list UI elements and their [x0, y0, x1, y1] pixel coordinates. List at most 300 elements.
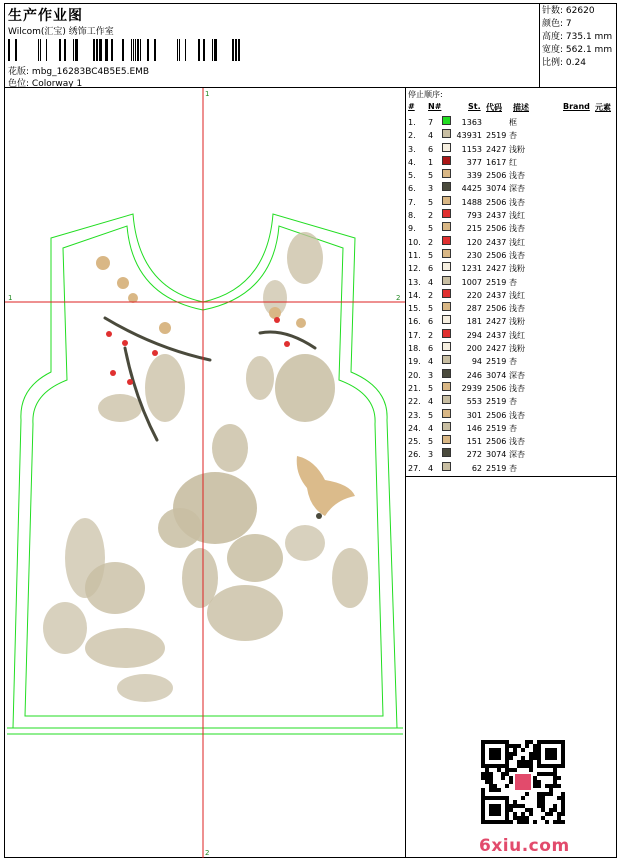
- row-index: 9.: [408, 224, 416, 234]
- row-index: 26.: [408, 450, 421, 460]
- barcode-bar: [105, 39, 108, 61]
- qr-module: [533, 752, 537, 756]
- row-index: 11.: [408, 250, 421, 260]
- row-description: 浅杏: [509, 171, 525, 181]
- qr-module: [561, 812, 565, 816]
- legend-row: [406, 236, 616, 249]
- qr-module: [513, 816, 517, 820]
- row-code: 3074: [486, 184, 507, 194]
- qr-module: [553, 808, 557, 812]
- row-needle: 4: [428, 463, 434, 473]
- row-code: 2506: [486, 171, 507, 181]
- row-code: 2506: [486, 437, 507, 447]
- barcode-bar: [185, 39, 186, 61]
- barcode-bar: [135, 39, 136, 61]
- color-swatch: [442, 448, 451, 457]
- qr-module: [557, 796, 561, 800]
- row-needle: 6: [428, 264, 434, 274]
- row-stitches: 294: [466, 330, 482, 340]
- qr-module: [481, 792, 485, 796]
- qr-module: [521, 820, 525, 824]
- barcode-bar: [15, 39, 17, 61]
- row-stitches: 151: [466, 437, 482, 447]
- row-needle: 1: [428, 157, 434, 167]
- barcode-bar: [73, 39, 74, 61]
- color-swatch: [442, 169, 451, 178]
- qr-module: [509, 756, 513, 760]
- qr-module: [533, 780, 537, 784]
- color-swatch: [442, 395, 451, 404]
- row-code: 1617: [486, 157, 507, 167]
- color-swatch: [442, 355, 451, 364]
- qr-module: [545, 784, 549, 788]
- qr-module: [545, 812, 549, 816]
- row-stitches: 62: [471, 463, 482, 473]
- bird-motif: [297, 456, 355, 519]
- barcode-bar: [137, 39, 139, 61]
- qr-module: [533, 744, 537, 748]
- qr-module: [533, 776, 537, 780]
- qr-module: [489, 804, 501, 816]
- qr-module: [489, 776, 493, 780]
- qr-module: [553, 804, 557, 808]
- qr-module: [481, 788, 485, 792]
- qr-module: [501, 772, 505, 776]
- qr-code[interactable]: [481, 740, 565, 824]
- legend-row: [406, 395, 616, 408]
- row-index: 27.: [408, 463, 421, 473]
- row-stitches: 220: [466, 290, 482, 300]
- barcode-bar: [235, 39, 237, 61]
- qr-module: [553, 784, 557, 788]
- legend-row: [406, 462, 616, 475]
- row-stitches: 4425: [461, 184, 482, 194]
- qr-module: [533, 784, 537, 788]
- stat-value: 7: [565, 19, 572, 29]
- qr-module: [553, 768, 557, 772]
- qr-module: [525, 764, 529, 768]
- qr-module: [509, 768, 513, 772]
- qr-module: [509, 780, 513, 784]
- stat-label: 针数:: [542, 6, 564, 16]
- row-description: 杏: [509, 131, 517, 141]
- row-index: 25.: [408, 437, 421, 447]
- legend-row: [406, 448, 616, 461]
- color-swatch: [442, 249, 451, 258]
- stat-label: 宽度:: [542, 45, 564, 55]
- qr-module: [553, 780, 557, 784]
- qr-module: [549, 772, 553, 776]
- legend-header: [406, 102, 616, 114]
- row-index: 24.: [408, 423, 421, 433]
- qr-module: [561, 808, 565, 812]
- qr-module: [561, 804, 565, 808]
- row-code: 2427: [486, 317, 507, 327]
- qr-module: [545, 820, 549, 824]
- legend-divider: [406, 476, 616, 477]
- qr-module: [525, 744, 529, 748]
- qr-module: [513, 748, 517, 752]
- col-description: 描述: [513, 103, 529, 112]
- row-needle: 4: [428, 131, 434, 141]
- row-description: 浅红: [509, 290, 525, 300]
- barcode-bar: [46, 39, 47, 61]
- qr-module: [521, 796, 525, 800]
- color-swatch: [442, 422, 451, 431]
- qr-module: [481, 776, 485, 780]
- legend-row: [406, 315, 616, 328]
- qr-module: [545, 748, 557, 760]
- qr-module: [517, 804, 521, 808]
- qr-module: [521, 804, 525, 808]
- qr-module: [537, 792, 541, 796]
- row-needle: 4: [428, 357, 434, 367]
- qr-module: [529, 808, 533, 812]
- stat-value: 62620: [565, 6, 595, 16]
- color-swatch: [442, 342, 451, 351]
- row-code: 2506: [486, 304, 507, 314]
- row-index: 13.: [408, 277, 421, 287]
- barcode-bar: [59, 39, 61, 61]
- qr-module: [509, 820, 513, 824]
- row-description: 浅粉: [509, 344, 525, 354]
- qr-module: [517, 816, 521, 820]
- color-swatch: [442, 222, 451, 231]
- barcode-bar: [198, 39, 200, 61]
- row-needle: 6: [428, 317, 434, 327]
- row-needle: 2: [428, 330, 434, 340]
- row-index: 14.: [408, 290, 421, 300]
- qr-module: [485, 780, 489, 784]
- legend-row: [406, 116, 616, 129]
- row-stitches: 215: [466, 224, 482, 234]
- colorway-label: 色位:: [8, 79, 30, 89]
- qr-module: [521, 748, 525, 752]
- production-sheet: [4, 3, 617, 858]
- qr-module: [545, 772, 549, 776]
- row-code: 2427: [486, 344, 507, 354]
- qr-module: [509, 744, 513, 748]
- qr-module: [525, 820, 529, 824]
- legend-row: [406, 369, 616, 382]
- qr-module: [557, 776, 561, 780]
- row-index: 16.: [408, 317, 421, 327]
- row-stitches: 1007: [461, 277, 482, 287]
- row-code: 2506: [486, 410, 507, 420]
- row-description: 红: [509, 157, 517, 167]
- page-title: 生产作业图: [8, 8, 83, 24]
- barcode-bar: [93, 39, 95, 61]
- legend-row: [406, 329, 616, 342]
- row-description: 浅杏: [509, 383, 525, 393]
- stat-value: 735.1 mm: [565, 32, 613, 42]
- row-code: 2506: [486, 224, 507, 234]
- row-index: 23.: [408, 410, 421, 420]
- qr-module: [493, 788, 497, 792]
- row-code: 2519: [486, 277, 507, 287]
- row-description: 浅杏: [509, 250, 525, 260]
- guide-marker-bottom: 2: [205, 849, 210, 857]
- row-needle: 5: [428, 250, 434, 260]
- row-code: 2437: [486, 330, 507, 340]
- col-needle: N#: [428, 102, 442, 111]
- stat-width: [542, 44, 614, 57]
- stat-value: 0.24: [565, 58, 586, 68]
- row-needle: 3: [428, 450, 434, 460]
- qr-module: [561, 800, 565, 804]
- row-stitches: 2939: [461, 383, 482, 393]
- qr-module: [541, 816, 545, 820]
- row-stitches: 43931: [456, 131, 482, 141]
- qr-module: [521, 756, 525, 760]
- qr-module: [517, 820, 521, 824]
- legend-row: [406, 129, 616, 142]
- qr-module: [553, 772, 557, 776]
- row-index: 17.: [408, 330, 421, 340]
- legend-row: [406, 382, 616, 395]
- color-swatch: [442, 302, 451, 311]
- barcode-bar: [122, 39, 124, 61]
- legend-row: [406, 209, 616, 222]
- qr-module: [525, 808, 529, 812]
- row-index: 21.: [408, 383, 421, 393]
- barcode-bar: [64, 39, 66, 61]
- qr-module: [513, 804, 517, 808]
- row-stitches: 1488: [461, 197, 482, 207]
- barcode-bar: [147, 39, 149, 61]
- qr-module: [537, 784, 541, 788]
- row-code: 2519: [486, 423, 507, 433]
- row-description: 杏: [509, 397, 517, 407]
- design-file-name: mbg_16283BC4B5E5.EMB: [31, 67, 150, 77]
- guide-marker-right: 2: [396, 294, 401, 302]
- row-code: 2437: [486, 290, 507, 300]
- stat-colors: [542, 18, 614, 31]
- row-description: 浅粉: [509, 264, 525, 274]
- row-index: 12.: [408, 264, 421, 274]
- qr-module: [485, 772, 489, 776]
- qr-module: [529, 768, 533, 772]
- stat-label: 颜色:: [542, 19, 564, 29]
- qr-module: [521, 760, 525, 764]
- qr-module: [509, 752, 513, 756]
- legend-row: [406, 435, 616, 448]
- row-index: 4.: [408, 157, 416, 167]
- row-needle: 2: [428, 211, 434, 221]
- row-needle: 4: [428, 277, 434, 287]
- stat-scale: [542, 57, 614, 70]
- row-index: 5.: [408, 171, 416, 181]
- legend-row: [406, 355, 616, 368]
- legend-row: [406, 143, 616, 156]
- row-code: 2519: [486, 131, 507, 141]
- row-needle: 5: [428, 197, 434, 207]
- barcode-bar: [238, 39, 240, 61]
- barcode-bar: [140, 39, 141, 61]
- row-code: 2519: [486, 357, 507, 367]
- color-swatch: [442, 329, 451, 338]
- qr-module: [529, 740, 533, 744]
- qr-module: [561, 792, 565, 796]
- barcode-bar: [131, 39, 132, 61]
- qr-module: [541, 796, 545, 800]
- qr-module: [521, 816, 525, 820]
- row-description: 浅红: [509, 211, 525, 221]
- row-needle: 5: [428, 383, 434, 393]
- qr-module: [533, 748, 537, 752]
- qr-module: [549, 792, 553, 796]
- col-element: 元素: [595, 103, 611, 112]
- design-preview[interactable]: [5, 88, 406, 858]
- barcode-bar: [96, 39, 98, 61]
- legend-row: [406, 196, 616, 209]
- qr-module: [529, 812, 533, 816]
- legend-row: [406, 289, 616, 302]
- legend-row: [406, 422, 616, 435]
- qr-module: [553, 776, 557, 780]
- row-stitches: 94: [471, 357, 482, 367]
- qr-module: [537, 800, 541, 804]
- qr-module: [525, 816, 529, 820]
- row-description: 杏: [509, 423, 517, 433]
- qr-module: [513, 744, 517, 748]
- qr-module: [549, 808, 553, 812]
- qr-module: [513, 800, 517, 804]
- qr-module: [541, 772, 545, 776]
- row-needle: 4: [428, 397, 434, 407]
- legend-row: [406, 249, 616, 262]
- row-needle: 6: [428, 344, 434, 354]
- row-index: 15.: [408, 304, 421, 314]
- barcode-bar: [214, 39, 217, 61]
- row-index: 2.: [408, 131, 416, 141]
- barcode-bar: [111, 39, 113, 61]
- row-description: 深杏: [509, 450, 525, 460]
- barcode-bar: [99, 39, 102, 61]
- row-index: 1.: [408, 118, 416, 127]
- qr-module: [553, 820, 557, 824]
- guide-marker-left: 1: [8, 294, 13, 302]
- barcode-bar: [212, 39, 213, 61]
- col-hash: #: [408, 102, 415, 111]
- qr-module: [493, 784, 497, 788]
- row-description: 深杏: [509, 370, 525, 380]
- row-index: 22.: [408, 397, 421, 407]
- row-needle: 7: [428, 118, 434, 127]
- row-needle: 2: [428, 237, 434, 247]
- color-swatch: [442, 196, 451, 205]
- qr-module: [489, 784, 493, 788]
- qr-module: [525, 740, 529, 744]
- row-stitches: 272: [466, 450, 482, 460]
- color-swatch: [442, 369, 451, 378]
- qr-module: [509, 776, 513, 780]
- embroidery-canvas: [5, 88, 406, 858]
- qr-module: [529, 760, 533, 764]
- legend-row: [406, 222, 616, 235]
- row-needle: 5: [428, 437, 434, 447]
- row-stitches: 1231: [461, 264, 482, 274]
- qr-module: [513, 812, 517, 816]
- row-code: 2506: [486, 383, 507, 393]
- row-code: 2437: [486, 211, 507, 221]
- row-description: 浅红: [509, 237, 525, 247]
- color-swatch: [442, 209, 451, 218]
- row-code: 2506: [486, 197, 507, 207]
- legend-row: [406, 182, 616, 195]
- legend-row: [406, 342, 616, 355]
- row-index: 18.: [408, 344, 421, 354]
- stat-stitches: [542, 5, 614, 18]
- stat-label: 比例:: [542, 58, 564, 68]
- row-description: 浅粉: [509, 317, 525, 327]
- row-description: 浅杏: [509, 304, 525, 314]
- qr-module: [545, 792, 549, 796]
- qr-module: [557, 784, 561, 788]
- row-description: 浅杏: [509, 437, 525, 447]
- qr-module: [517, 744, 521, 748]
- row-description: 框: [509, 118, 517, 127]
- row-stitches: 200: [466, 344, 482, 354]
- row-needle: 4: [428, 423, 434, 433]
- row-needle: 3: [428, 370, 434, 380]
- qr-module: [529, 752, 533, 756]
- barcode-bar: [232, 39, 234, 61]
- color-swatch: [442, 315, 451, 324]
- row-stitches: 377: [466, 157, 482, 167]
- row-index: 19.: [408, 357, 421, 367]
- row-description: 杏: [509, 357, 517, 367]
- row-stitches: 301: [466, 410, 482, 420]
- color-swatch: [442, 382, 451, 391]
- row-code: 2437: [486, 237, 507, 247]
- color-swatch: [442, 236, 451, 245]
- barcode-bar: [8, 39, 10, 61]
- qr-module: [489, 780, 493, 784]
- color-swatch: [442, 262, 451, 271]
- qr-module: [541, 792, 545, 796]
- barcode-bar: [40, 39, 41, 61]
- row-needle: 5: [428, 171, 434, 181]
- qr-module: [521, 812, 525, 816]
- qr-module: [497, 788, 501, 792]
- qr-module: [533, 756, 537, 760]
- color-swatch: [442, 129, 451, 138]
- row-needle: 5: [428, 304, 434, 314]
- watermark-logo[interactable]: 6xiu.com: [479, 836, 570, 856]
- legend-row: [406, 262, 616, 275]
- qr-module: [521, 764, 525, 768]
- row-needle: 2: [428, 290, 434, 300]
- qr-module: [513, 752, 517, 756]
- qr-module: [549, 788, 553, 792]
- row-stitches: 146: [466, 423, 482, 433]
- barcode: [8, 39, 240, 61]
- qr-module: [513, 768, 517, 772]
- row-description: 杏: [509, 277, 517, 287]
- row-index: 20.: [408, 370, 421, 380]
- qr-module: [517, 764, 521, 768]
- stats-panel: [540, 4, 616, 88]
- qr-module: [489, 748, 501, 760]
- qr-module: [485, 776, 489, 780]
- qr-module: [505, 784, 509, 788]
- row-stitches: 230: [466, 250, 482, 260]
- barcode-bar: [38, 39, 39, 61]
- row-stitches: 339: [466, 171, 482, 181]
- qr-module: [561, 796, 565, 800]
- color-swatch: [442, 276, 451, 285]
